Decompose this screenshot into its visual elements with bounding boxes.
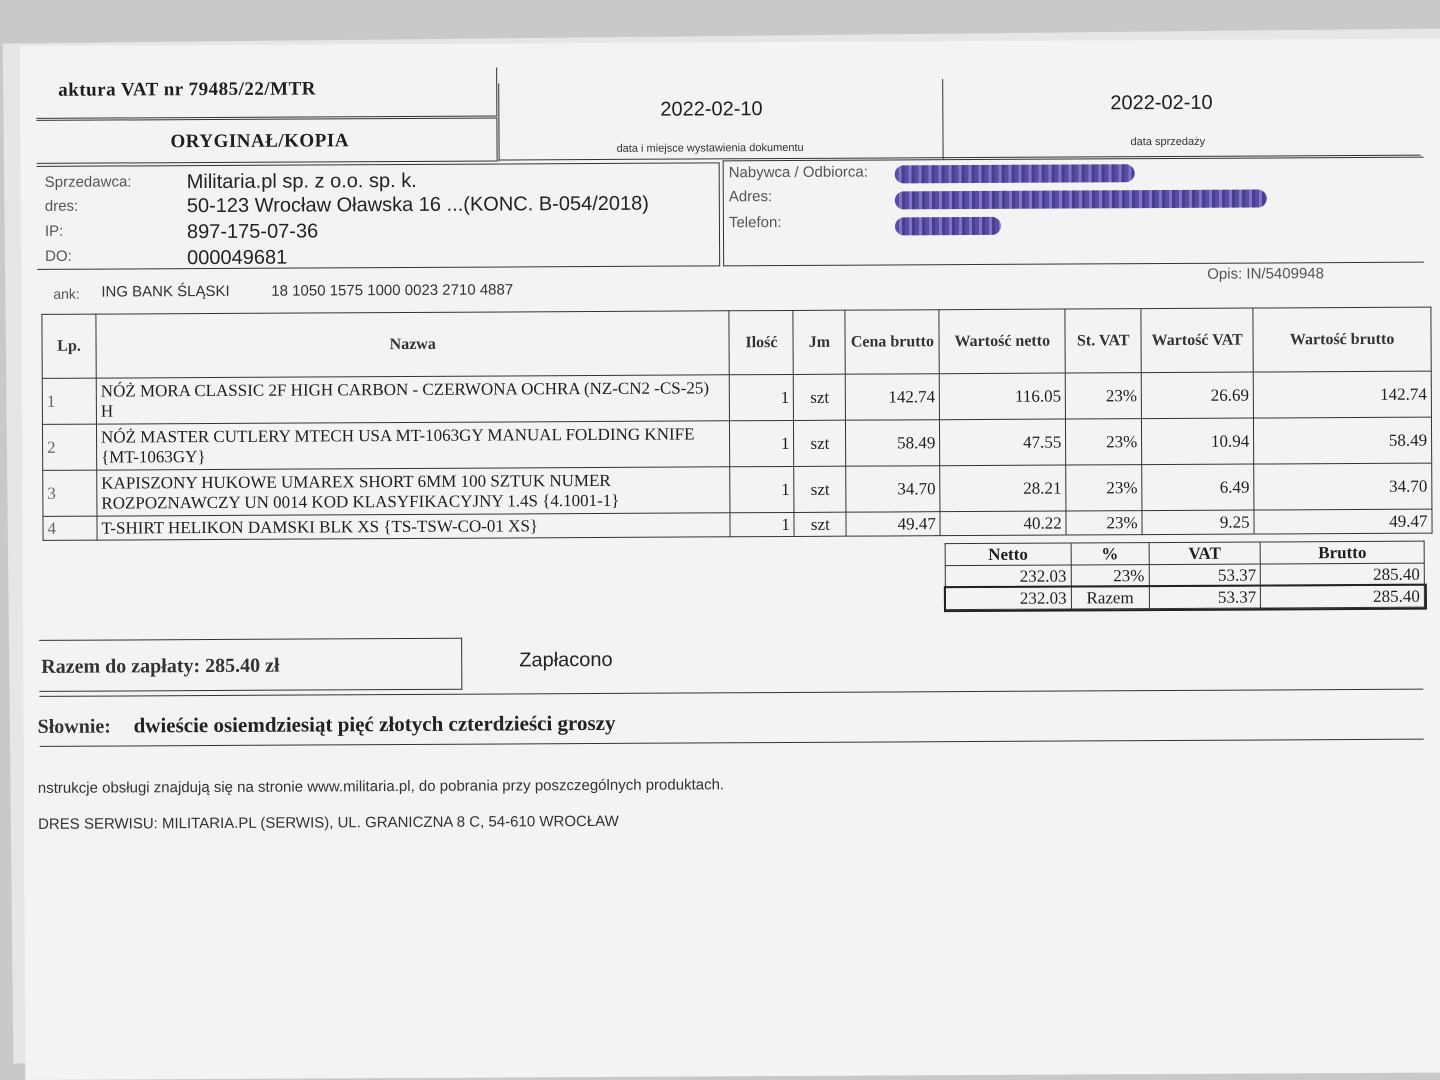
- summary-net: 232.03: [945, 565, 1071, 588]
- row-net: 47.55: [940, 419, 1066, 466]
- sale-date: 2022-02-10: [1110, 91, 1213, 115]
- row-gross: 142.74: [1253, 371, 1431, 418]
- buyer-address-redaction: [895, 189, 1267, 209]
- footer-instructions: nstrukcje obsługi znajdują się na stronie www.militaria.pl, do pobrania przy poszczególnych produktach.: [37, 776, 725, 797]
- buyer-name-redaction: [895, 164, 1135, 183]
- row-price: 142.74: [846, 374, 940, 420]
- row-net: 28.21: [940, 465, 1066, 512]
- buyer-label: Nabywca / Odbiorca:: [728, 163, 868, 182]
- row-rate: 23%: [1065, 373, 1141, 419]
- in-words-label: Słownie:: [37, 715, 111, 738]
- invoice-title: aktura VAT nr 79485/22/MTR: [58, 78, 317, 101]
- row-qty: 1: [730, 374, 794, 420]
- row-price: 49.47: [846, 512, 940, 536]
- bank-account: 18 1050 1575 1000 0023 2710 4887: [271, 281, 514, 300]
- footer-service-address: DRES SERWISU: MILITARIA.PL (SERWIS), UL. GRANICZNA 8 C, 54-610 WROCŁAW: [38, 812, 619, 833]
- row-vat: 26.69: [1141, 372, 1253, 419]
- row-gross: 34.70: [1254, 463, 1432, 510]
- table-row: [43, 463, 1432, 516]
- payment-status: Zapłacono: [519, 648, 613, 672]
- total-net: 232.03: [945, 587, 1071, 610]
- summary-rate-row: [945, 563, 1424, 588]
- row-qty: 1: [730, 420, 794, 466]
- net-value-header: Wartość netto: [939, 309, 1065, 374]
- invoice-paper: [20, 39, 1440, 1080]
- price-gross-header: Cena brutto: [845, 310, 939, 374]
- total-gross: 285.40: [1261, 585, 1425, 608]
- row-unit: szt: [794, 374, 846, 420]
- row-net: 116.05: [940, 373, 1066, 420]
- row-name: T-SHIRT HELIKON DAMSKI BLK XS {TS-TSW-CO-01 XS}: [97, 513, 731, 540]
- row-qty: 1: [730, 512, 794, 536]
- row-vat: 9.25: [1142, 510, 1254, 535]
- items-header-row: [42, 307, 1431, 378]
- seller-bdo: 000049681: [187, 246, 288, 270]
- date-divider-2: [942, 79, 943, 159]
- row-gross: 49.47: [1254, 509, 1432, 534]
- invoice-description: Opis: IN/5409948: [1207, 265, 1325, 283]
- summary-vat-header: VAT: [1149, 542, 1261, 565]
- row-name: NÓŻ MASTER CUTLERY MTECH USA MT-1063GY MANUAL FOLDING KNIFE {MT-1063GY}: [96, 421, 730, 470]
- summary-pct: 23%: [1071, 565, 1149, 587]
- summary-vat: 53.37: [1149, 564, 1261, 587]
- buyer-phone-label: Telefon:: [728, 214, 782, 232]
- amount-due: Razem do zapłaty: 285.40 zł: [41, 654, 280, 678]
- row-lp: 4: [43, 516, 97, 540]
- total-label: Razem: [1071, 587, 1149, 609]
- summary-total-row: [945, 585, 1424, 610]
- summary-gross-header: Brutto: [1260, 541, 1424, 564]
- summary-net-header: Netto: [945, 543, 1071, 566]
- bank-name: ING BANK ŚLĄSKI: [101, 282, 230, 301]
- in-words-text: dwieście osiemdziesiąt pięć złotych czterdzieści groszy: [133, 710, 616, 738]
- vat-value-header: Wartość VAT: [1141, 308, 1253, 373]
- buyer-phone-redaction: [895, 217, 1001, 236]
- qty-header: Ilość: [729, 310, 793, 374]
- seller-address-label: dres:: [44, 197, 79, 215]
- date-divider-1: [498, 83, 499, 161]
- row-rate: 23%: [1066, 465, 1142, 511]
- sale-date-caption: data sprzedaży: [1130, 135, 1206, 149]
- vat-rate-header: St. VAT: [1065, 309, 1141, 373]
- seller-nip-label: IP:: [44, 222, 64, 240]
- seller-nip: 897-175-07-36: [186, 220, 319, 244]
- in-words-underline: [40, 739, 1424, 747]
- seller-address: 50-123 Wrocław Oławska 16 ...(KONC. B-054/2018): [186, 192, 649, 218]
- name-header: Nazwa: [96, 311, 730, 378]
- row-unit: szt: [794, 512, 846, 536]
- summary-header-row: [945, 541, 1424, 566]
- lp-header: Lp.: [42, 314, 96, 378]
- summary-table: [945, 541, 1425, 611]
- bank-label: ank:: [53, 285, 80, 302]
- row-gross: 58.49: [1254, 417, 1432, 464]
- seller-bdo-label: DO:: [45, 247, 72, 265]
- row-lp: 1: [42, 378, 96, 424]
- row-rate: 23%: [1066, 419, 1142, 465]
- row-lp: 3: [43, 470, 97, 516]
- unit-header: Jm: [793, 310, 845, 374]
- summary-pct-header: %: [1071, 543, 1149, 565]
- table-row: [42, 371, 1431, 424]
- row-name: NÓŻ MORA CLASSIC 2F HIGH CARBON - CZERWONA OCHRA (NZ-CN2 -CS-25) H: [96, 375, 730, 424]
- row-unit: szt: [794, 466, 846, 512]
- row-price: 34.70: [846, 466, 940, 512]
- row-net: 40.22: [940, 511, 1066, 536]
- row-price: 58.49: [846, 420, 940, 466]
- items-table: [41, 307, 1432, 541]
- total-vat: 53.37: [1149, 586, 1261, 609]
- row-lp: 2: [42, 424, 96, 470]
- summary-gross: 285.40: [1261, 563, 1425, 586]
- row-name: KAPISZONY HUKOWE UMAREX SHORT 6MM 100 SZTUK NUMER ROZPOZNAWCZY UN 0014 KOD KLASYFIKACYJNY 1.4S {4.1001-1}: [97, 467, 731, 516]
- seller-label: Sprzedawca:: [44, 173, 132, 191]
- row-qty: 1: [730, 466, 794, 512]
- row-vat: 6.49: [1142, 464, 1254, 511]
- row-unit: szt: [794, 420, 846, 466]
- original-copy-label: ORYGINAŁ/KOPIA: [170, 130, 349, 153]
- buyer-address-label: Adres:: [728, 188, 773, 206]
- issue-date: 2022-02-10: [660, 98, 763, 121]
- row-vat: 10.94: [1142, 418, 1254, 465]
- seller-name: Militaria.pl sp. z o.o. sp. k.: [186, 169, 417, 194]
- table-row: [42, 417, 1431, 470]
- issue-date-caption: data i miejsce wystawienia dokumentu: [616, 141, 804, 155]
- gross-value-header: Wartość brutto: [1253, 307, 1431, 372]
- row-rate: 23%: [1066, 511, 1142, 535]
